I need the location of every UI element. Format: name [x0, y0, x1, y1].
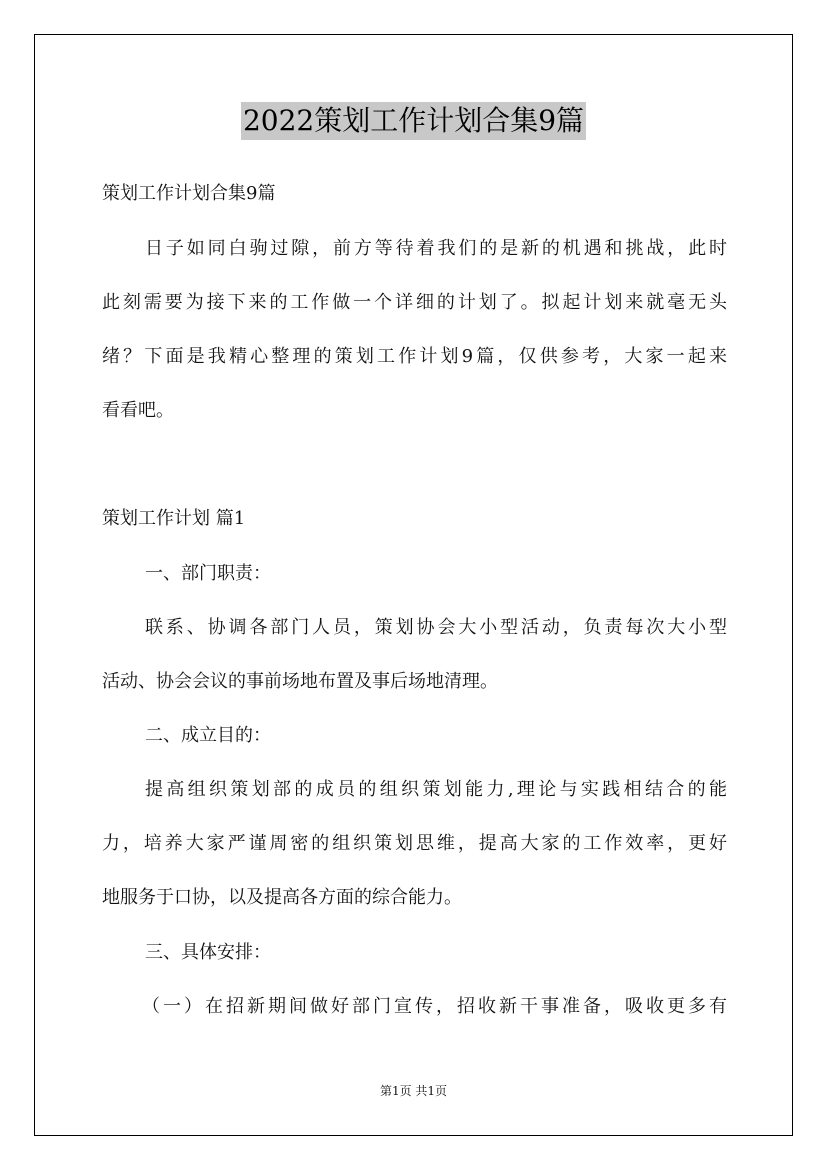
paragraph-line: 活动、协会会议的事前场地布置及事后场地清理。: [102, 671, 498, 692]
title-container: [0, 102, 827, 140]
paragraph-line: 此刻需要为接下来的工作做一个详细的计划了。拟起计划来就毫无头: [102, 292, 727, 313]
document-title: 2022策划工作计划合集9篇: [241, 102, 586, 140]
subheading: 二、成立目的：: [145, 725, 271, 746]
paragraph-line: 地服务于口协，以及提高各方面的综合能力。: [102, 887, 462, 908]
doc-subtitle: 策划工作计划合集9篇: [102, 183, 276, 204]
paragraph-line: （一）在招新期间做好部门宣传，招收新干事准备，吸收更多有: [142, 996, 727, 1017]
page-footer: 第1页 共1页: [379, 1084, 448, 1098]
section-heading: 策划工作计划 篇1: [102, 508, 246, 529]
paragraph-line: 日子如同白驹过隙，前方等待着我们的是新的机遇和挑战，此时: [145, 238, 727, 259]
paragraph-line: 力，培养大家严谨周密的组织策划思维，提高大家的工作效率，更好: [102, 833, 727, 854]
paragraph-line: 看看吧。: [102, 400, 174, 421]
paragraph-line: 联系、协调各部门人员，策划协会大小型活动，负责每次大小型: [145, 617, 727, 638]
paragraph-line: 提高组织策划部的成员的组织策划能力,理论与实践相结合的能: [145, 779, 727, 800]
paragraph-line: 绪？下面是我精心整理的策划工作计划9篇，仅供参考，大家一起来: [102, 346, 727, 367]
subheading: 一、部门职责：: [145, 563, 271, 584]
subheading: 三、具体安排：: [145, 942, 271, 963]
